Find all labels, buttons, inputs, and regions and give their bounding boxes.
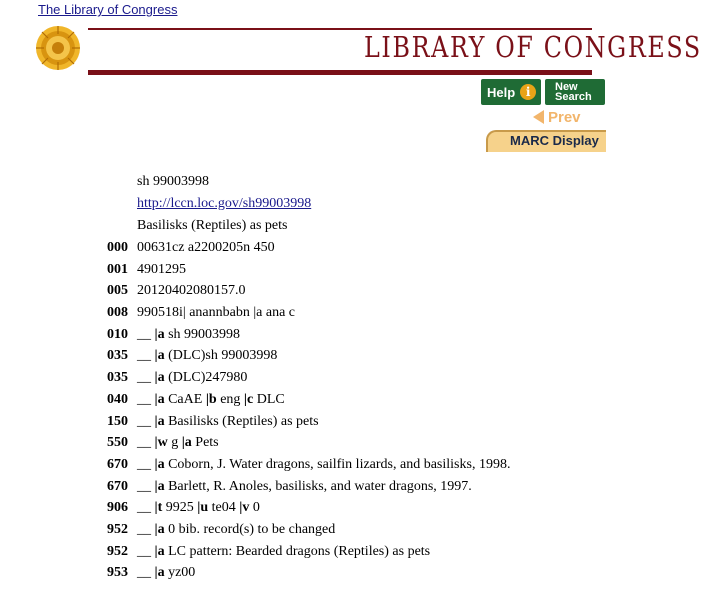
marc-tag: 150 <box>107 413 128 429</box>
new-search-button[interactable] <box>545 79 605 105</box>
subfield-code: |a <box>154 456 165 472</box>
subfield-text: Barlett, R. Anoles, basilisks, and water dragons, 1997. <box>164 478 472 494</box>
subfield-text: __ <box>137 478 155 494</box>
subfield-text: 0 bib. record(s) to be changed <box>164 521 336 537</box>
subfield-text: g <box>167 435 182 451</box>
subfield-text: 4901295 <box>137 261 186 277</box>
subfield-text: __ <box>137 543 155 559</box>
tab-label: MARC Display <box>510 133 599 148</box>
marc-field-value <box>137 498 260 518</box>
subfield-text: yz00 <box>164 565 196 581</box>
subfield-text: Basilisks (Reptiles) as pets <box>164 413 319 429</box>
subfield-text: __ <box>137 413 155 429</box>
marc-tag: 953 <box>107 565 128 581</box>
info-icon: i <box>520 84 536 100</box>
banner <box>88 30 702 70</box>
subfield-code: |a <box>154 370 165 386</box>
marc-field-value <box>137 368 247 388</box>
help-label: Help <box>487 84 516 100</box>
marc-tag: 010 <box>107 326 128 342</box>
marc-tag: 670 <box>107 478 128 494</box>
subfield-text: sh 99003998 <box>164 326 241 342</box>
marc-field-value <box>137 542 430 562</box>
subfield-text: 9925 <box>162 500 198 516</box>
marc-field-value <box>137 412 319 432</box>
subfield-code: |b <box>205 391 217 407</box>
marc-tag: 952 <box>107 521 128 537</box>
subfield-text: eng <box>216 391 244 407</box>
subfield-code: |v <box>239 500 250 516</box>
marc-tag: 035 <box>107 348 128 364</box>
subfield-code: |a <box>154 478 165 494</box>
subfield-text: DLC <box>253 391 285 407</box>
prev-label: Prev <box>548 109 581 126</box>
permalink-link[interactable]: http://lccn.loc.gov/sh99003998 <box>137 196 312 211</box>
marc-field-value <box>137 520 335 540</box>
marc-field-value <box>137 563 195 583</box>
subfield-text: Coborn, J. Water dragons, sailfin lizards, and basilisks, 1998. <box>164 456 511 472</box>
marc-tag: 000 <box>107 240 128 255</box>
subfield-code: |a <box>154 391 165 407</box>
subfield-text: CaAE <box>164 391 206 407</box>
subfield-text: __ <box>137 456 155 472</box>
subfield-code: |a <box>154 326 165 342</box>
subfield-text: __ <box>137 326 155 342</box>
subfield-text: __ <box>137 565 155 581</box>
tab-marc-display[interactable] <box>486 130 606 152</box>
new-search-line2: Search <box>555 91 592 103</box>
subfield-code: |a <box>154 543 165 559</box>
subfield-text: __ <box>137 391 155 407</box>
marc-tag: 040 <box>107 391 128 407</box>
subfield-code: |u <box>197 500 209 516</box>
subfield-text: __ <box>137 435 155 451</box>
marc-field-value <box>137 433 219 453</box>
marc-tag: 906 <box>107 500 128 516</box>
subfield-code: |c <box>243 391 254 407</box>
prev-button[interactable] <box>533 109 581 126</box>
subfield-text: LC pattern: Bearded dragons (Reptiles) as pets <box>164 543 431 559</box>
subfield-text: (DLC)247980 <box>164 370 248 386</box>
subfield-text: te04 <box>208 500 240 516</box>
marc-field-value <box>137 390 285 410</box>
banner-title: LIBRARY OF CONGRESS <box>364 30 702 64</box>
library-of-congress-link[interactable]: The Library of Congress <box>38 2 178 17</box>
marc-field-value <box>137 477 472 497</box>
marc-field-value <box>137 260 186 280</box>
subfield-text: 990518i| anannbabn |a ana c <box>137 305 295 321</box>
subfield-code: |w <box>154 435 168 451</box>
subfield-code: |a <box>154 565 165 581</box>
left-arrow-icon <box>533 110 544 124</box>
subfield-text: 00631cz a2200205n 450 <box>137 240 275 255</box>
banner-bottom-rule <box>88 70 592 75</box>
subfield-code: |t <box>154 500 163 516</box>
marc-field-value <box>137 346 277 366</box>
marc-field-value <box>137 281 246 301</box>
marc-tag: 008 <box>107 305 128 321</box>
subfield-code: |a <box>154 348 165 364</box>
marc-field-value <box>137 455 510 475</box>
subfield-text: __ <box>137 521 155 537</box>
marc-tag: 550 <box>107 435 128 451</box>
subfield-text: 20120402080157.0 <box>137 283 246 299</box>
marc-field-value <box>137 238 275 258</box>
marc-tag: 035 <box>107 370 128 386</box>
subfield-text: (DLC)sh 99003998 <box>164 348 278 364</box>
marc-tag: 001 <box>107 261 128 277</box>
subfield-code: |a <box>181 435 192 451</box>
new-search-line1: New <box>555 81 578 93</box>
loc-seal-icon <box>34 24 82 72</box>
subfield-text: __ <box>137 500 155 516</box>
marc-field-value <box>137 325 240 345</box>
marc-field-value <box>137 303 295 323</box>
subfield-text: 0 <box>249 500 260 516</box>
heading-value: Basilisks (Reptiles) as pets <box>137 218 288 233</box>
lccn-value: sh 99003998 <box>137 174 209 189</box>
subfield-code: |a <box>154 521 165 537</box>
subfield-text: Pets <box>191 435 219 451</box>
subfield-text: __ <box>137 370 155 386</box>
marc-tag: 952 <box>107 543 128 559</box>
subfield-code: |a <box>154 413 165 429</box>
subfield-text: __ <box>137 348 155 364</box>
marc-tag: 005 <box>107 283 128 299</box>
help-button[interactable] <box>481 79 541 105</box>
marc-tag: 670 <box>107 456 128 472</box>
